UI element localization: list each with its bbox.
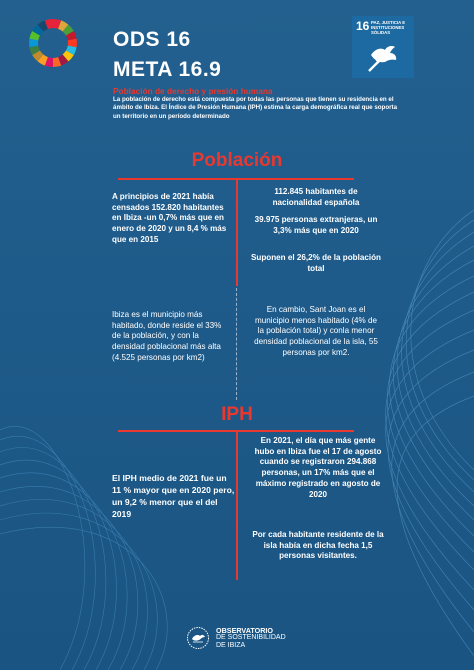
section-title-iph: IPH xyxy=(221,404,253,425)
section-title-poblacion: Población xyxy=(191,150,283,171)
sdg16-badge xyxy=(352,16,414,78)
poblacion-right-1a: 112.845 habitantes de nacionalidad española xyxy=(272,187,360,207)
iph-left: El IPH medio de 2021 fue un 11 % mayor que en 2020 pero, un 9,2 % menor que el del 2019 xyxy=(112,473,235,519)
intro-text: La población de derecho está compuesta por todas las personas que tienen su residencia en el ámbito de Ibiza. El Índice de Presión Humana (IPH) estima la carga demográfica real que soporta un territorio en un período determinado xyxy=(113,96,398,120)
meta-title: META 16.9 xyxy=(113,58,222,81)
poblacion-left-2: Ibiza es el municipio más habitado, donde reside el 33% de la población, y con la densidad poblacional más alta (4.525 personas por km2) xyxy=(112,310,222,362)
vertical-rule-poblacion-top xyxy=(236,178,238,286)
footer-line3: DE IBIZA xyxy=(216,641,246,649)
badge-number: 16 xyxy=(356,19,370,33)
subtitle: Población de derecho y presión humana xyxy=(113,86,273,96)
footer-text xyxy=(216,627,286,649)
poblacion-left-1: A principios de 2021 había censados 152.820 habitantes en Ibiza -un 0,7% más que en enero de 2020 y un 8,4 % más que en 2015 xyxy=(112,192,227,244)
ods-title: ODS 16 xyxy=(113,28,191,51)
poblacion-right-2: En cambio, Sant Joan es el municipio menos habitado (4% de la población total) y conla menor densidad poblacional de la isla, 55 personas por km2. xyxy=(254,305,378,357)
observatory-logo-icon xyxy=(186,626,210,650)
iph-right-1: En 2021, el día que más gente hubo en Ibiza fue el 17 de agosto cuando se registraron 294.868 personas, un 17% más que el máximo registrado en agosto de 2020 xyxy=(254,436,382,499)
dashed-divider-poblacion xyxy=(236,288,237,400)
footer-line1: OBSERVATORIO xyxy=(216,626,273,635)
dove-gavel-icon xyxy=(365,41,403,75)
footer-line2: DE SOSTENIBILIDAD xyxy=(216,634,286,642)
poblacion-right-1c: Suponen el 26,2% de la población total xyxy=(251,253,381,273)
iph-right-2: Por cada habitante residente de la isla había en dicha fecha 1,5 personas visitantes. xyxy=(252,530,384,561)
badge-text: PAZ, JUSTICIA E INSTITUCIONES SÓLIDAS xyxy=(371,20,406,35)
sdg-wheel-icon xyxy=(28,18,78,68)
poblacion-right-1b: 39.975 personas extranjeras, un 3,3% más que en 2020 xyxy=(254,215,378,235)
